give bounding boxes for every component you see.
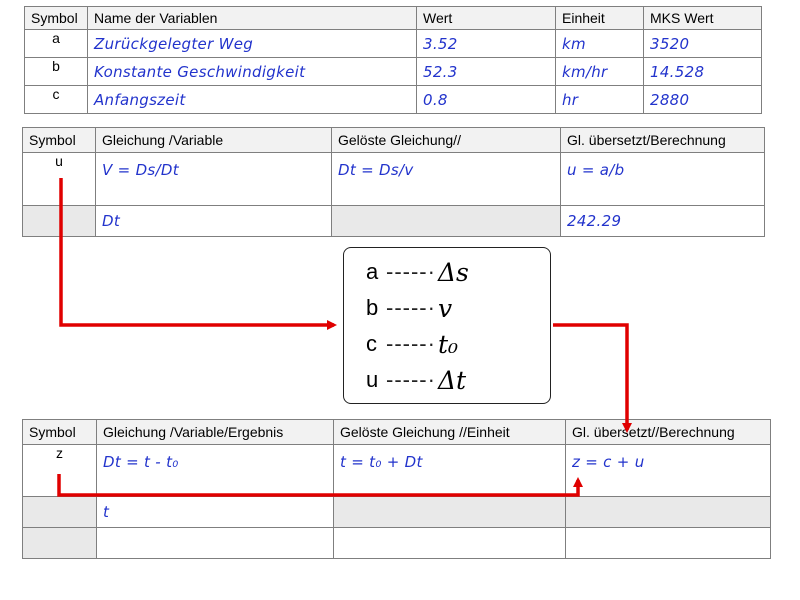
name-cell[interactable]: Anfangszeit xyxy=(88,86,417,114)
value-cell[interactable]: 0.8 xyxy=(417,86,556,114)
header-unit: Einheit xyxy=(556,7,644,30)
header-name: Name der Variablen xyxy=(88,7,417,30)
legend-math: Δt xyxy=(437,365,467,395)
translated-cell[interactable]: z = c + u xyxy=(566,445,771,497)
legend-symbol: b xyxy=(366,295,379,320)
header-symbol: Symbol xyxy=(23,420,97,445)
name-cell[interactable]: Konstante Geschwindigkeit xyxy=(88,58,417,86)
arrow-legend-to-z-table xyxy=(553,325,627,430)
equation-cell[interactable]: Dt = t - t₀ xyxy=(97,445,334,497)
symbol-cell[interactable]: b xyxy=(25,58,88,86)
equation-cell[interactable]: t xyxy=(97,497,334,528)
equation-cell[interactable]: Dt xyxy=(96,206,332,237)
symbol-cell[interactable]: u xyxy=(23,153,96,206)
translated-cell[interactable]: u = a/b xyxy=(561,153,765,206)
unit-cell[interactable]: km/hr xyxy=(556,58,644,86)
header-symbol: Symbol xyxy=(23,128,96,153)
header-solved: Gelöste Gleichung// xyxy=(332,128,561,153)
legend-dashes: -----· xyxy=(386,367,436,392)
mks-cell[interactable]: 14.528 xyxy=(644,58,762,86)
legend-dashes: -----· xyxy=(386,295,436,320)
value-cell[interactable]: 52.3 xyxy=(417,58,556,86)
name-cell[interactable]: Zurückgelegter Weg xyxy=(88,30,417,58)
header-translated: Gl. übersetzt//Berechnung xyxy=(566,420,771,445)
value-cell[interactable]: 3.52 xyxy=(417,30,556,58)
header-translated: Gl. übersetzt/Berechnung xyxy=(561,128,765,153)
unit-cell[interactable]: km xyxy=(556,30,644,58)
legend-symbol: c xyxy=(366,331,377,356)
legend-math: v xyxy=(437,293,453,323)
legend-math: t₀ xyxy=(437,329,459,359)
mks-cell[interactable]: 3520 xyxy=(644,30,762,58)
legend-symbol: u xyxy=(366,367,379,392)
equation-cell[interactable]: V = Ds/Dt xyxy=(96,153,332,206)
header-equation: Gleichung /Variable xyxy=(96,128,332,153)
legend-math: Δs xyxy=(437,257,469,287)
solved-cell[interactable]: Dt = Ds/v xyxy=(332,153,561,206)
arrow-z-to-result xyxy=(59,474,578,495)
solved-cell[interactable]: t = t₀ + Dt xyxy=(334,445,566,497)
legend-symbol: a xyxy=(366,259,379,284)
legend-dashes: -----· xyxy=(386,331,436,356)
symbol-cell[interactable]: a xyxy=(25,30,88,58)
unit-cell[interactable]: hr xyxy=(556,86,644,114)
header-value: Wert xyxy=(417,7,556,30)
mks-cell[interactable]: 2880 xyxy=(644,86,762,114)
legend-dashes: -----· xyxy=(386,259,436,284)
result-cell[interactable]: 242.29 xyxy=(561,206,765,237)
header-symbol: Symbol xyxy=(25,7,88,30)
header-mks: MKS Wert xyxy=(644,7,762,30)
arrow-u-to-legend xyxy=(61,178,334,325)
symbol-cell[interactable]: z xyxy=(23,445,97,497)
header-solved: Gelöste Gleichung //Einheit xyxy=(334,420,566,445)
header-equation: Gleichung /Variable/Ergebnis xyxy=(97,420,334,445)
symbol-cell[interactable]: c xyxy=(25,86,88,114)
